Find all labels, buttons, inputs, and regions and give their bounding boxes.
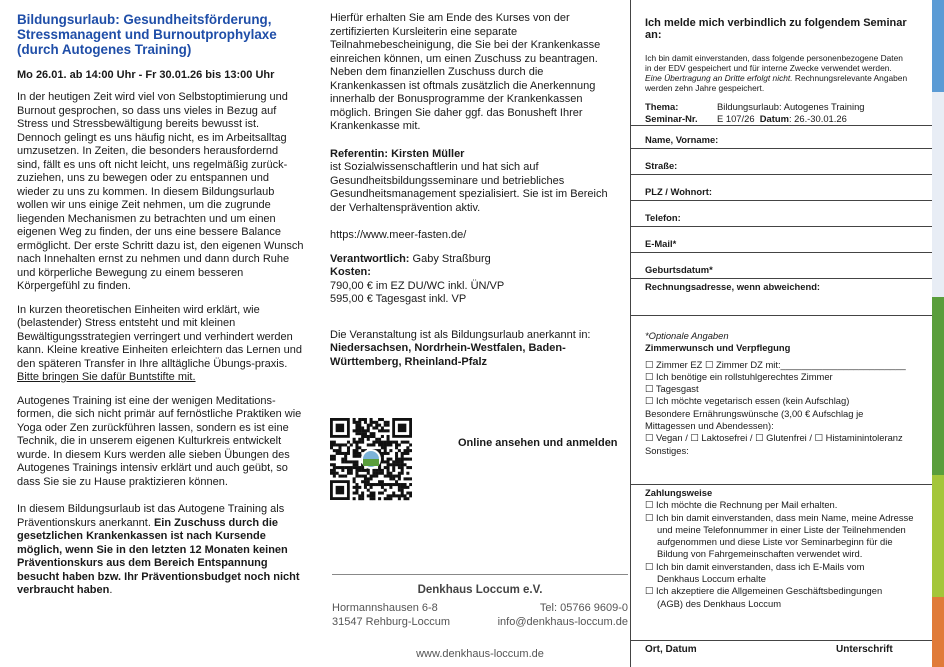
form-heading: Ich melde mich verbindlich zu folgendem Seminar an: xyxy=(645,17,907,41)
autogenic-paragraph: Autogenes Training ist eine der wenigen Meditations-formen, die sich nicht primär auf fernöstliche Praktiken wie Yoga oder Zen zurückführen lassen, sondern es ist eine Technik, die in unserem eigenen Kulturkreis entwickelt wurde. In diesem Kurs werden alle sieben Übungen des Autogenes Trainings intensiv erklärt und auch geübt, so dass Sie sie zu Hause praktizieren können. xyxy=(17,394,302,488)
pay-option-emails-2: Denkhaus Loccum erhalte xyxy=(657,573,766,585)
other-label: Sonstiges: xyxy=(645,444,689,456)
room-option-single-double[interactable]: ☐ Zimmer EZ ☐ Zimmer DZ mit:________________________ xyxy=(645,358,906,370)
online-register-link[interactable]: Online ansehen und anmelden xyxy=(458,437,618,449)
pay-option-agb[interactable]: ☐ Ich akzeptiere die Allgemeinen Geschäftsbedingungen xyxy=(645,585,883,597)
qr-code[interactable] xyxy=(330,404,412,514)
address-city: 31547 Rehburg-Loccum xyxy=(332,616,451,628)
billing-address-field[interactable]: Rechnungsadresse, wenn abweichend: xyxy=(631,279,932,316)
phone-field[interactable]: Telefon: xyxy=(631,201,932,227)
pay-option-list-3: aufgenommen und diese Liste vor Seminarbeginn für die xyxy=(657,536,893,548)
responsible-section: Verantwortlich: Gaby Straßburg Kosten: 790,00 € im EZ DU/WC inkl. ÜN/VP 595,00 € Tagesgast inkl. VP xyxy=(330,252,505,305)
theory-paragraph: In kurzen theoretischen Einheiten wird erklärt, wie (belastender) Stress entsteht und mit kleinen Bewältigungsstrategien verringert und verhindert werden kann. Kleine kreative Einheiten erleichtern das Lernen und den späteren Transfer in Ihre alltägliche Übungs-praxis. Bitte bringen Sie dafür Buntstifte mit. xyxy=(17,303,302,383)
email-address[interactable]: info@denkhaus-loccum.de xyxy=(497,616,628,628)
pay-option-agb-2: (AGB) des Denkhaus Loccum xyxy=(657,597,782,609)
pay-option-list-2: und meine Telefonnummer in einer Liste der Teilnehmenden xyxy=(657,523,906,535)
org-name: Denkhaus Loccum e.V. xyxy=(417,584,543,596)
certificate-paragraph: Hierfür erhalten Sie am Ende des Kurses von der zertifizierten Kursleiterin eine separate Teilnahmebescheinigung, die Sie bei der Krankenkasse einreichen können, um einen Zuschuss zu beantragen. Neben dem finanziellen Zuschuss durch die Krankenkassen ist oftmals zusätzlich die Anerkennung innerhalb der Bonusprogramme der Krankenkassen möglich. Bringen Sie daher ggf. das Bonusheft Ihrer Krankenkasse mit. xyxy=(330,12,601,132)
website-footer[interactable]: www.denkhaus-loccum.de xyxy=(416,648,544,660)
pay-option-emails[interactable]: ☐ Ich bin damit einverstanden, dass ich E-Mails vom xyxy=(645,560,865,572)
city-field[interactable]: PLZ / Wohnort: xyxy=(631,175,932,201)
optional-note: *Optionale Angaben xyxy=(645,330,729,341)
recognition-paragraph: Die Veranstaltung ist als Bildungsurlaub anerkannt in: Niedersachsen, Nordrhein-Westfalen, Baden-Württemberg, Rheinland-Pfalz xyxy=(330,328,591,368)
color-tabs xyxy=(932,0,944,667)
street-field[interactable]: Straße: xyxy=(631,149,932,175)
tab-light xyxy=(932,92,944,297)
seminar-title: Bildungsurlaub: Gesundheitsförderung, Stressmanagent und Burnoutprophylaxe (durch Autogenes Training) xyxy=(17,12,277,57)
room-heading: Zimmerwunsch und Verpflegung xyxy=(645,342,791,354)
tab-blue xyxy=(932,0,944,92)
website-link[interactable]: https://www.meer-fasten.de/ xyxy=(330,229,467,241)
birthdate-field[interactable]: Geburtsdatum* xyxy=(631,253,932,279)
referent-text: ist Sozialwissenschaftlerin und hat sich auf Gesundheitsbildungsseminare und betriebliches Gesundheitsmanagement spezialisiert. Sie ist im Bereich der Verhaltensprävention aktiv. xyxy=(330,161,608,214)
diet-options[interactable]: ☐ Vegan / ☐ Laktosefrei / ☐ Glutenfrei / ☐ Histaminintoleranz xyxy=(645,432,903,444)
place-date-label: Ort, Datum xyxy=(645,644,697,655)
registration-form xyxy=(630,0,932,667)
tab-orange xyxy=(932,597,944,667)
seminar-dates: Mo 26.01. ab 14:00 Uhr - Fr 30.01.26 bis 13:00 Uhr xyxy=(17,69,275,81)
consent-text: Ich bin damit einverstanden, dass folgende personenbezogene Daten in der EDV gespeichert und für interne Zwecke verwendet werden. Eine Übertragung an Dritte erfolgt nicht. Rechnungsrelevante Angaben werden zehn Jahre gespeichert. xyxy=(645,53,908,93)
cost-daily: 595,00 € Tagesgast inkl. VP xyxy=(330,293,467,305)
address-street: Hormannshausen 6-8 xyxy=(332,602,438,614)
diet-note: Besondere Ernährungswünsche (3,00 € Aufschlag je xyxy=(645,407,864,419)
subsidy-paragraph: In diesem Bildungsurlaub ist das Autogene Training als Präventionskurs anerkannt. Ein Zuschuss durch die gesetzlichen Krankenkassen ist nach Kursende möglich, wenn Sie in den letzten 12 Monaten keinen Präventionskurs aus dem Bereich Entspannung besucht haben bzw. Ihr Präventionsbudget noch nicht verbraucht haben. xyxy=(17,503,300,596)
other-field[interactable] xyxy=(631,457,932,485)
pay-option-list-4: Bildung von Fahrgemeinschaften verwendet wird. xyxy=(657,548,863,560)
info-column-left xyxy=(0,0,318,667)
pay-option-list[interactable]: ☐ Ich bin damit einverstanden, dass mein Name, meine Adresse xyxy=(645,511,914,523)
room-option-daily-guest[interactable]: ☐ Tagesgast xyxy=(645,383,699,395)
intro-paragraph: In der heutigen Zeit wird viel von Selbstoptimierung und Burnout gesprochen, so dass uns vieles in Bezug auf Stress und Stressbewältigung bereits bewusst ist. Dennoch gelingt es uns häufig nicht, es im Arbeitsalltag umzusetzen. In Zeiten, die besonders herausfordernd sind, fällt es uns oft nicht leicht, uns regelmäßig zurück-zuziehen, uns zu bewegen oder zu entspannen und wieder zu uns zu kommen. In diesem Bildungsurlaub wollen wir uns einige Zeit nehmen, um die zugrunde liegenden Mechanismen zu betrachten und um einen eigenen Weg zu finden, der uns eine bessere Balance ermöglicht. Der erste Schritt dazu ist, den eigenen Wunsch nach Innehalten ernst zu nehmen und dann durch Ruhe und körperliche Bewegung zu einem besseren Körpergefühl zu finden. xyxy=(17,91,304,292)
room-option-vegetarian[interactable]: ☐ Ich möchte vegetarisch essen (kein Aufschlag) xyxy=(645,395,850,407)
info-column-middle xyxy=(318,0,630,667)
referent-label: Referentin: Kirsten Müller xyxy=(330,147,465,160)
signature-label: Unterschrift xyxy=(836,644,893,655)
pay-option-mail[interactable]: ☐ Ich möchte die Rechnung per Mail erhalten. xyxy=(645,499,838,511)
tab-lime xyxy=(932,475,944,597)
cost-label: Kosten: xyxy=(330,266,371,278)
seminar-info: Thema: Bildungsurlaub: Autogenes Training Seminar-Nr. E 107/26 Datum: 26.-30.01.26 xyxy=(645,101,865,124)
footer-contact xyxy=(332,584,628,660)
room-option-wheelchair[interactable]: ☐ Ich benötige ein rollstuhlgerechtes Zimmer xyxy=(645,370,833,382)
footer-divider xyxy=(332,574,628,575)
payment-heading: Zahlungsweise xyxy=(645,486,713,498)
phone-number: Tel: 05766 9609-0 xyxy=(539,602,628,614)
name-field[interactable]: Name, Vorname: xyxy=(631,125,932,149)
email-field[interactable]: E-Mail* xyxy=(631,227,932,253)
cost-single: 790,00 € im EZ DU/WC inkl. ÜN/VP xyxy=(330,279,505,292)
referent-section xyxy=(330,148,622,216)
diet-note-2: Mittagessen und Abendessen): xyxy=(645,420,774,432)
tab-green xyxy=(932,297,944,475)
signature-line xyxy=(631,640,932,641)
